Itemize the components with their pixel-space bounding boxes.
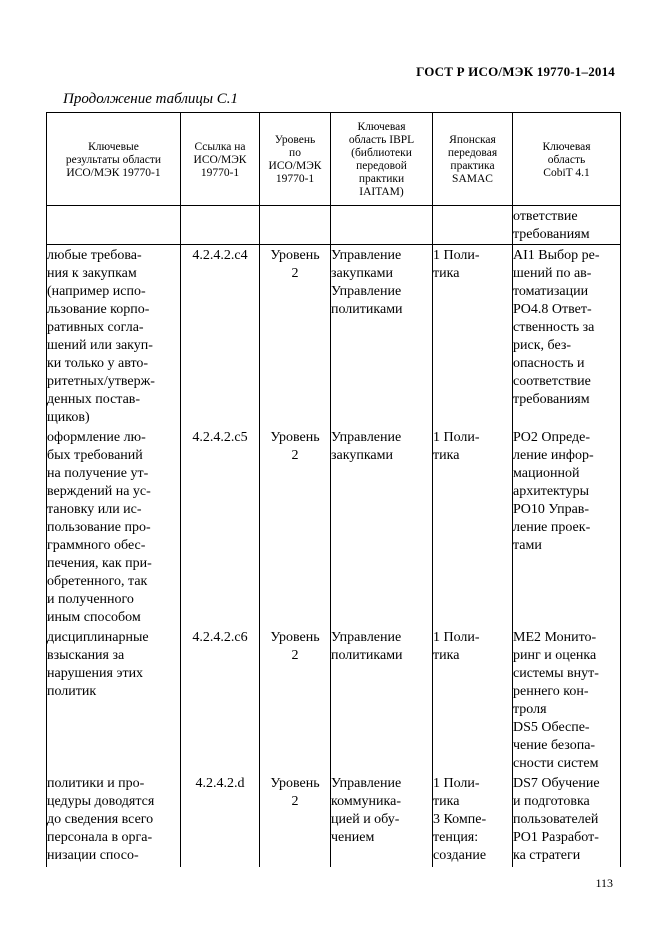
samac-cell: 1 Поли- тика bbox=[433, 427, 513, 627]
table-row bbox=[47, 627, 621, 773]
table-row bbox=[47, 245, 621, 428]
column-header: Ссылка на ИСО/МЭК 19770-1 bbox=[181, 113, 260, 206]
document-header: ГОСТ Р ИСО/МЭК 19770-1–2014 bbox=[416, 64, 615, 79]
key-result-cell: дисциплинарные взыскания за нарушения этих политик bbox=[47, 627, 181, 773]
table-cell: ответствие требованиям bbox=[513, 206, 621, 245]
table-cell bbox=[433, 206, 513, 245]
table-caption: Продолжение таблицы С.1 bbox=[63, 91, 239, 107]
level-cell: Уровень 2 bbox=[260, 773, 331, 867]
page-number: 113 bbox=[595, 876, 613, 890]
reference-cell: 4.2.4.2.c6 bbox=[181, 627, 260, 773]
ibpl-cell: Управление закупками Управление политиками bbox=[331, 245, 433, 428]
key-result-cell: оформление лю- бых требований на получение ут- верждений на ус- тановку или ис- пользование про- граммного обес- печения, как при- обретенного, так и полученного иным способом bbox=[47, 427, 181, 627]
samac-cell: 1 Поли- тика 3 Компе- тенция: создание bbox=[433, 773, 513, 867]
table-row bbox=[47, 427, 621, 627]
cobit-cell: ME2 Монито- ринг и оценка системы внут- реннего кон- троля DS5 Обеспе- чение безопа- сности систем bbox=[513, 627, 621, 773]
level-cell: Уровень 2 bbox=[260, 427, 331, 627]
table-row bbox=[47, 773, 621, 867]
cobit-cell: PO2 Опреде- ление инфор- мационной архитектуры PO10 Управ- ление проек- тами bbox=[513, 427, 621, 627]
reference-cell: 4.2.4.2.d bbox=[181, 773, 260, 867]
ibpl-cell: Управление политиками bbox=[331, 627, 433, 773]
samac-cell: 1 Поли- тика bbox=[433, 245, 513, 428]
key-result-cell: политики и про- цедуры доводятся до сведения всего персонала в орга- низации спосо- bbox=[47, 773, 181, 867]
ibpl-cell: Управление коммуника- цией и обу- чением bbox=[331, 773, 433, 867]
reference-cell: 4.2.4.2.c4 bbox=[181, 245, 260, 428]
comparison-table bbox=[46, 112, 621, 867]
column-header: Уровень по ИСО/МЭК 19770-1 bbox=[260, 113, 331, 206]
table-cell bbox=[181, 206, 260, 245]
samac-cell: 1 Поли- тика bbox=[433, 627, 513, 773]
reference-cell: 4.2.4.2.c5 bbox=[181, 427, 260, 627]
table-cell bbox=[260, 206, 331, 245]
cobit-cell: AI1 Выбор ре- шений по ав- томатизации PO4.8 Ответ- ственность за риск, без- опасность и соответствие требованиям bbox=[513, 245, 621, 428]
column-header: Ключевая область CobiT 4.1 bbox=[513, 113, 621, 206]
key-result-cell: любые требова- ния к закупкам (например испо- льзование корпо- ративных согла- шений или закуп- ки только у авто- ритетных/утверж- денных постав- щиков) bbox=[47, 245, 181, 428]
column-header: Ключевая область IBPL (библиотеки передовой практики IAITAM) bbox=[331, 113, 433, 206]
column-header: Японская передовая практика SAMAC bbox=[433, 113, 513, 206]
table-header-row bbox=[47, 113, 621, 206]
ibpl-cell: Управление закупками bbox=[331, 427, 433, 627]
level-cell: Уровень 2 bbox=[260, 627, 331, 773]
table-cell bbox=[47, 206, 181, 245]
continuation-row bbox=[47, 206, 621, 245]
column-header: Ключевые результаты области ИСО/МЭК 19770-1 bbox=[47, 113, 181, 206]
cobit-cell: DS7 Обучение и подготовка пользователей PO1 Разработ- ка стратеги bbox=[513, 773, 621, 867]
level-cell: Уровень 2 bbox=[260, 245, 331, 428]
table-cell bbox=[331, 206, 433, 245]
